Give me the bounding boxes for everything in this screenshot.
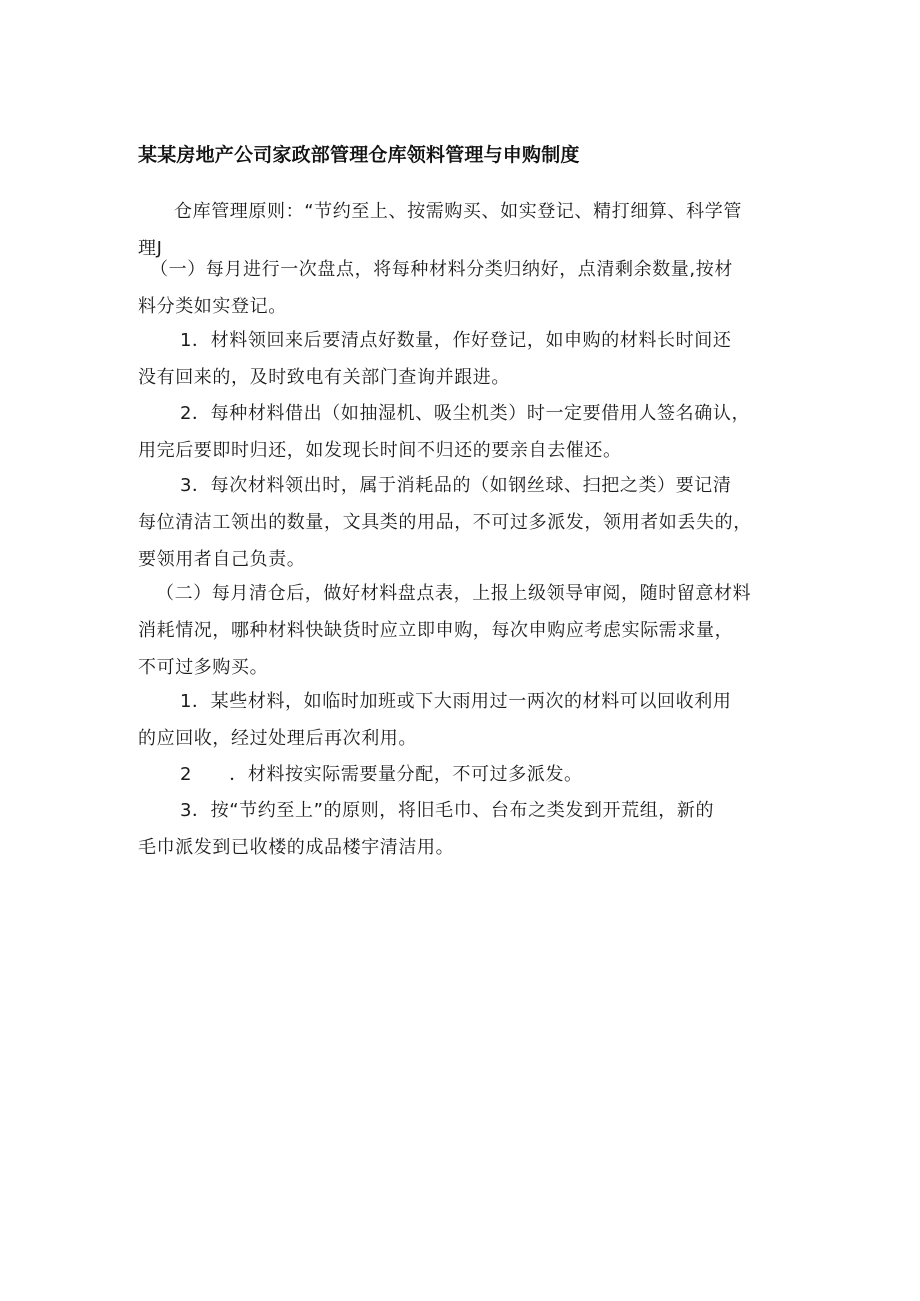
item-2-3-paragraph: [138, 792, 788, 866]
item-2-3-line-2: 毛巾派发到已收楼的成品楼宇清洁用。: [138, 837, 455, 858]
section-2-line-3: 不可过多购买。: [138, 657, 269, 678]
section-1-line-2: 料分类如实登记。: [138, 296, 287, 317]
item-2-3-line-1: 3．按“节约至上”的原则，将旧毛巾、台布之类发到开荒组，新的: [180, 800, 715, 821]
item-2-2-paragraph: [138, 756, 788, 793]
item-1-2-line-1: 2．每种材料借出（如抽湿机、吸尘机类）时一定要借用人签名确认，: [180, 403, 751, 424]
item-1-2-line-2: 用完后要即时归还，如发现长时间不归还的要亲自去催还。: [138, 440, 622, 461]
document-title: 某某房地产公司家政部管理仓库领料管理与申购制度: [138, 144, 580, 166]
section-2-line-1: （二）每月清仓后，做好材料盘点表，上报上级领导审阅，随时留意材料: [156, 583, 752, 604]
item-1-1-line-1: 1．材料领回来后要清点好数量，作好登记，如申购的材料长时间还: [180, 330, 732, 351]
item-1-3-line-2: 每位清洁工领出的数量，文具类的用品，不可过多派发，领用者如丢失的，: [138, 512, 752, 533]
item-1-3-line-3: 要领用者自己负责。: [138, 549, 306, 570]
section-2-paragraph: [138, 575, 788, 686]
item-1-2-paragraph: [138, 395, 788, 469]
section-1-line-1: （一）每月进行一次盘点，将每种材料分类归纳好，点清剩余数量,按材: [150, 259, 733, 280]
section-1-paragraph: [138, 251, 788, 325]
item-2-1-paragraph: [138, 683, 788, 757]
item-1-1-line-2: 没有回来的，及时致电有关部门查询并跟进。: [138, 367, 510, 388]
item-1-3-paragraph: [138, 467, 788, 578]
principle-line-2: 理J: [138, 238, 163, 259]
item-1-1-paragraph: [138, 322, 788, 396]
item-1-3-line-1: 3．每次材料领出时，属于消耗品的（如钢丝球、扫把之类）要记清: [180, 475, 732, 496]
principle-line-1: 仓库管理原则：“节约至上、按需购买、如实登记、精打细算、科学管: [174, 201, 742, 222]
section-2-line-2: 消耗情况，哪种材料快缺货时应立即申购，每次申购应考虑实际需求量，: [138, 620, 734, 641]
item-2-1-line-1: 1．某些材料，如临时加班或下大雨用过一两次的材料可以回收利用: [180, 691, 732, 712]
item-2-2-line-1: 2 ．材料按实际需要量分配，不可过多派发。: [180, 764, 583, 785]
item-2-1-line-2: 的应回收，经过处理后再次利用。: [138, 728, 417, 749]
